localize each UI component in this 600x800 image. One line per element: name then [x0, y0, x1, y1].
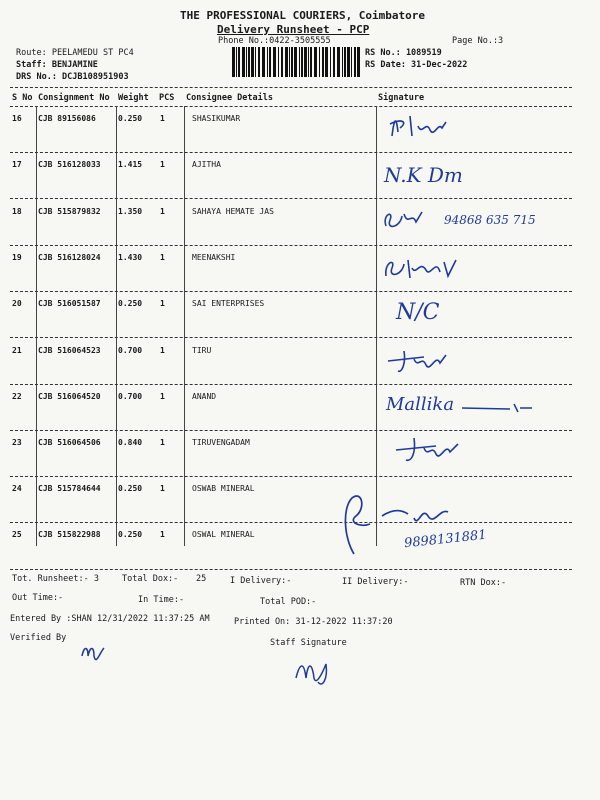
row-weight: 0.700	[118, 392, 143, 401]
row-divider	[10, 337, 572, 338]
row-consignment: CJB 515822988	[38, 530, 101, 539]
rs-number: RS No.: 1089519	[365, 48, 442, 58]
ii-delivery: II Delivery:-	[342, 577, 409, 587]
drs-number: DRS No.: DCJB108951903	[16, 72, 129, 82]
in-time: In Time:-	[138, 595, 185, 605]
staff-signature-label: Staff Signature	[270, 638, 347, 648]
row-sno: 18	[12, 207, 22, 216]
col-weight: Weight	[118, 93, 149, 103]
route: Route: PEELAMEDU ST PC4	[16, 48, 134, 58]
handwritten-phone: 94868 635 715	[444, 213, 536, 227]
row-consignee: SAHAYA HEMATE JAS	[192, 207, 274, 216]
handwritten-signature	[380, 250, 470, 286]
row-divider	[10, 430, 572, 431]
entered-by: Entered By :SHAN 12/31/2022 11:37:25 AM	[10, 614, 210, 624]
row-pcs: 1	[160, 392, 165, 401]
printed-on: Printed On: 31-12-2022 11:37:20	[234, 617, 393, 627]
i-delivery: I Delivery:-	[230, 576, 292, 586]
row-weight: 1.415	[118, 160, 143, 169]
row-consignment: CJB 516064506	[38, 438, 101, 447]
total-dox-label: Total Dox:-	[122, 574, 179, 584]
col-consignment: Consignment No	[38, 93, 110, 103]
row-consignment: CJB 516064520	[38, 392, 101, 401]
row-pcs: 1	[160, 438, 165, 447]
total-pod: Total POD:-	[260, 597, 317, 607]
handwritten-signature	[384, 343, 474, 379]
handwritten-signature-text: Mallika	[386, 394, 455, 415]
row-pcs: 1	[160, 114, 165, 123]
row-weight: 0.250	[118, 114, 143, 123]
handwritten-signature	[380, 108, 500, 148]
row-weight: 0.700	[118, 346, 143, 355]
out-time: Out Time:-	[12, 593, 64, 603]
row-consignee: ANAND	[192, 392, 217, 401]
row-weight: 1.430	[118, 253, 143, 262]
handwritten-line	[460, 400, 540, 416]
rs-date: RS Date: 31-Dec-2022	[365, 60, 468, 70]
col-divider	[116, 106, 117, 546]
handwritten-signature-text: N.K Dm	[384, 163, 463, 187]
barcode	[232, 47, 362, 77]
table-top-rule	[10, 87, 572, 88]
total-dox-value: 25	[196, 574, 207, 584]
row-sno: 17	[12, 160, 22, 169]
row-pcs: 1	[160, 299, 165, 308]
verified-by: Verified By	[10, 633, 67, 643]
row-divider	[10, 291, 572, 292]
table-bottom-rule	[10, 569, 572, 570]
company-name: THE PROFESSIONAL COURIERS, Coimbatore	[180, 9, 426, 22]
row-pcs: 1	[160, 484, 165, 493]
handwritten-signature	[380, 204, 428, 234]
row-consignment: CJB 516128033	[38, 160, 101, 169]
row-sno: 20	[12, 299, 22, 308]
row-sno: 21	[12, 346, 22, 355]
row-weight: 0.250	[118, 484, 143, 493]
handwritten-phone: 9898131881	[403, 527, 488, 552]
col-divider	[36, 106, 37, 546]
row-consignee: SHASIKUMAR	[192, 114, 241, 123]
col-signature: Signature	[378, 93, 425, 103]
row-divider	[10, 152, 572, 153]
row-weight: 1.350	[118, 207, 143, 216]
col-pcs: PCS	[159, 93, 175, 103]
row-consignee: OSWAB MINERAL	[192, 484, 255, 493]
col-sno: S No	[12, 93, 33, 103]
total-runsheet: Tot. Runsheet:- 3	[12, 574, 99, 584]
row-divider	[10, 384, 572, 385]
row-consignee: OSWAL MINERAL	[192, 530, 255, 539]
row-sno: 24	[12, 484, 22, 493]
row-divider	[10, 476, 572, 477]
col-divider	[184, 106, 185, 546]
row-sno: 22	[12, 392, 22, 401]
staff: Staff: BENJAMINE	[16, 60, 98, 70]
staff-signature	[292, 650, 342, 690]
sheet-title: Delivery Runsheet - PCP	[217, 23, 370, 36]
row-pcs: 1	[160, 530, 165, 539]
verifier-signature	[78, 638, 108, 668]
row-pcs: 1	[160, 160, 165, 169]
row-pcs: 1	[160, 207, 165, 216]
row-sno: 19	[12, 253, 22, 262]
row-sno: 23	[12, 438, 22, 447]
row-consignment: CJB 516051587	[38, 299, 101, 308]
row-sno: 16	[12, 114, 22, 123]
col-divider	[376, 106, 377, 546]
page-number: Page No.:3	[452, 36, 504, 46]
row-consignee: MEENAKSHI	[192, 253, 236, 262]
row-consignee: TIRUVENGADAM	[192, 438, 250, 447]
row-consignee: SAI ENTERPRISES	[192, 299, 265, 308]
row-weight: 0.840	[118, 438, 143, 447]
row-consignment: CJB 516128024	[38, 253, 101, 262]
row-consignment: CJB 515879832	[38, 207, 101, 216]
rtn-dox: RTN Dox:-	[460, 578, 507, 588]
row-divider	[10, 198, 572, 199]
row-sno: 25	[12, 530, 22, 539]
row-consignment: CJB 516064523	[38, 346, 101, 355]
row-divider	[10, 522, 572, 523]
handwritten-signature	[392, 430, 482, 470]
table-header-rule	[10, 106, 572, 107]
handwritten-signature-text: N/C	[396, 300, 440, 325]
row-consignment: CJB 89156086	[38, 114, 96, 123]
col-consignee: Consignee Details	[186, 93, 273, 103]
row-weight: 0.250	[118, 299, 143, 308]
row-pcs: 1	[160, 253, 165, 262]
phone-number: Phone No.:0422-3505555	[218, 36, 331, 46]
row-consignee: TIRU	[192, 346, 212, 355]
row-consignee: AJITHA	[192, 160, 221, 169]
row-weight: 0.250	[118, 530, 143, 539]
row-divider	[10, 245, 572, 246]
row-pcs: 1	[160, 346, 165, 355]
row-consignment: CJB 515784644	[38, 484, 101, 493]
